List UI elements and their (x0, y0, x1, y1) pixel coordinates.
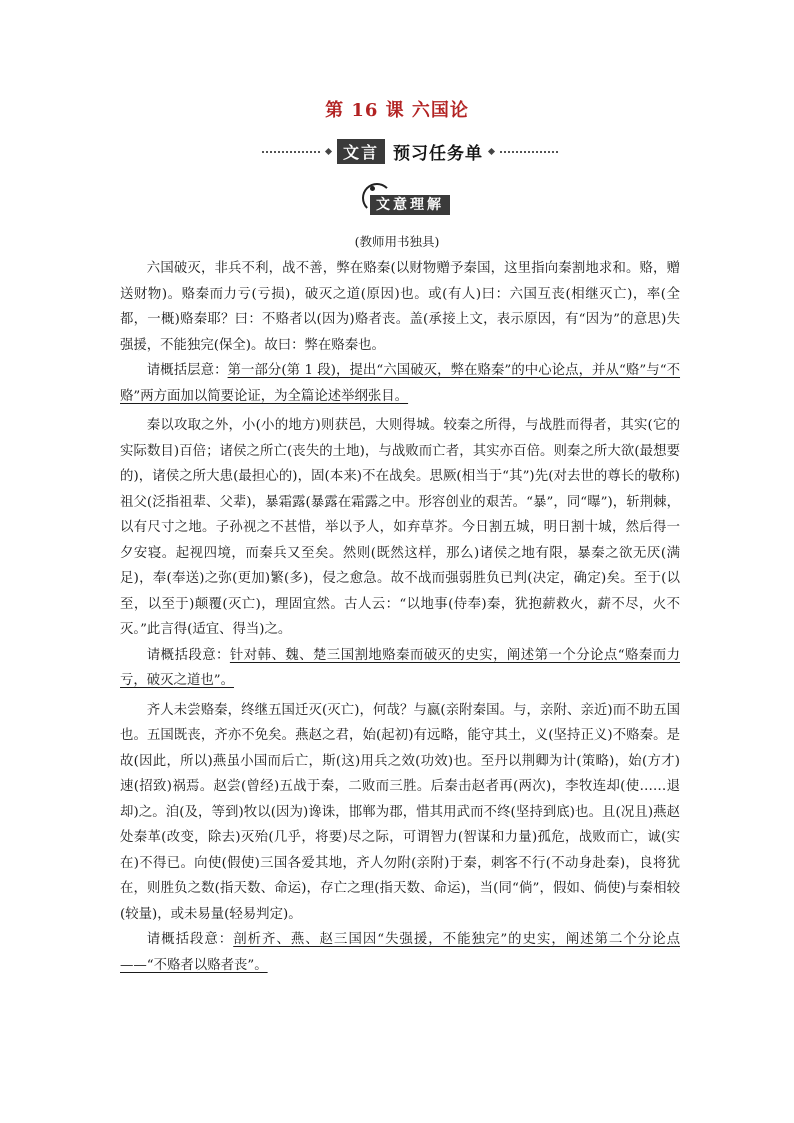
text-body (120, 256, 680, 982)
paragraph-2: 秦以攻取之外，小(小的地方)则获邑，大则得城。较秦之所得，与战胜而得者，其实(它的实际数目)百倍；诸侯之所亡(丧失的土地)，与战败而亡者，其实亦百倍。则秦之所大欲(最想要的)，诸侯之所大患(最担心的)，固(本来)不在战矣。思厥(相当于“其”)先(对去世的尊长的敬称)祖父(泛指祖辈、父辈)，暴霜露(暴露在霜露之中。形容创业的艰苦。“暴”，同“曝”)，斩荆棘，以有尺寸之地。子孙视之不甚惜，举以予人，如弃草芥。今日割五城，明日割十城，然后得一夕安寝。起视四境，而秦兵又至矣。然则(既然这样，那么)诸侯之地有限，暴秦之欲无厌(满足)，奉(奉送)之弥(更加)繁(多)，侵之愈急。故不战而强弱胜负已判(决定，确定)矣。至于(以至，以至于)颠覆(灭亡)，理固宜然。古人云：“以地事(侍奉)秦，犹抱薪救火，薪不尽，火不灭。”此言得(适宜、得当)之。 (120, 418, 680, 637)
banner-dotted-line-right (500, 151, 558, 153)
diamond-icon (325, 147, 332, 154)
section-banner (262, 140, 558, 162)
section-tag: 文言 (337, 139, 385, 164)
summary-text: 针对韩、魏、楚三国割地赂秦而破灭的史实，阐述第一个分论点“赂秦而力亏，破灭之道也”。 (120, 647, 680, 688)
summary-3 (120, 927, 680, 978)
paragraph-1: 六国破灭，非兵不利，战不善，弊在赂秦(以财物赠予秦国，这里指向秦割地求和。赂，赠送财物)。赂秦而力亏(亏损)，破灭之道(原因)也。或(有人)曰：六国互丧(相继灭亡)，率(全都，一概)赂秦耶？曰：不赂者以(因为)赂者丧。盖(承接上文，表示原因，有“因为”的意思)失强援，不能独完(保全)。故曰：弊在赂秦也。 (120, 261, 680, 353)
dot-decoration-icon (370, 186, 375, 191)
lesson-title: 第 16 课 六国论 (325, 100, 469, 121)
summary-label: 请概括段意： (146, 932, 234, 947)
paragraph-3: 齐人未尝赂秦，终继五国迁灭(灭亡)，何哉？与嬴(亲附秦国。与，亲附、亲近)而不助五国也。五国既丧，齐亦不免矣。燕赵之君，始(起初)有远略，能守其土，义(坚持正义)不赂秦。是故(因此，所以)燕虽小国而后亡，斯(这)用兵之效(功效)也。至丹以荆卿为计(策略)，始(方才)速(招致)祸焉。赵尝(曾经)五战于秦，二败而三胜。后秦击赵者再(两次)，李牧连却(使……退却)之。洎(及，等到)牧以(因为)谗诛，邯郸为郡，惜其用武而不终(坚持到底)也。且(况且)燕赵处秦革(改变，除去)灭殆(几乎，将要)尽之际，可谓智力(智谋和力量)孤危，战败而亡，诚(实在)不得已。向使(假使)三国各爱其地，齐人勿附(亲附)于秦，刺客不行(不动身赴秦)，良将犹在，则胜负之数(指天数、命运)，存亡之理(指天数、命运)，当(同“倘”，假如、倘使)与秦相较(较量)，或未易量(轻易判定)。 (120, 702, 680, 922)
summary-2 (120, 643, 680, 694)
section-title: 预习任务单 (393, 143, 484, 164)
diamond-icon (488, 147, 495, 154)
summary-label: 请概括层意： (146, 363, 228, 378)
summary-1 (120, 358, 680, 409)
summary-text: 剖析齐、燕、赵三国因“失强援，不能独完”的史实，阐述第二个分论点——“不赂者以赂者丧”。 (120, 932, 680, 973)
teacher-note: (教师用书独具) (354, 234, 440, 249)
comprehension-badge: 文意理解 (370, 195, 450, 215)
badge-group (362, 183, 472, 215)
summary-text: 第一部分(第 1 段)，提出“六国破灭，弊在赂秦”的中心论点，并从“赂”与“不赂”两方面加以简要论证，为全篇论述举纲张目。 (120, 363, 681, 404)
banner-dotted-line-left (262, 151, 320, 153)
summary-label: 请概括段意： (146, 647, 230, 663)
